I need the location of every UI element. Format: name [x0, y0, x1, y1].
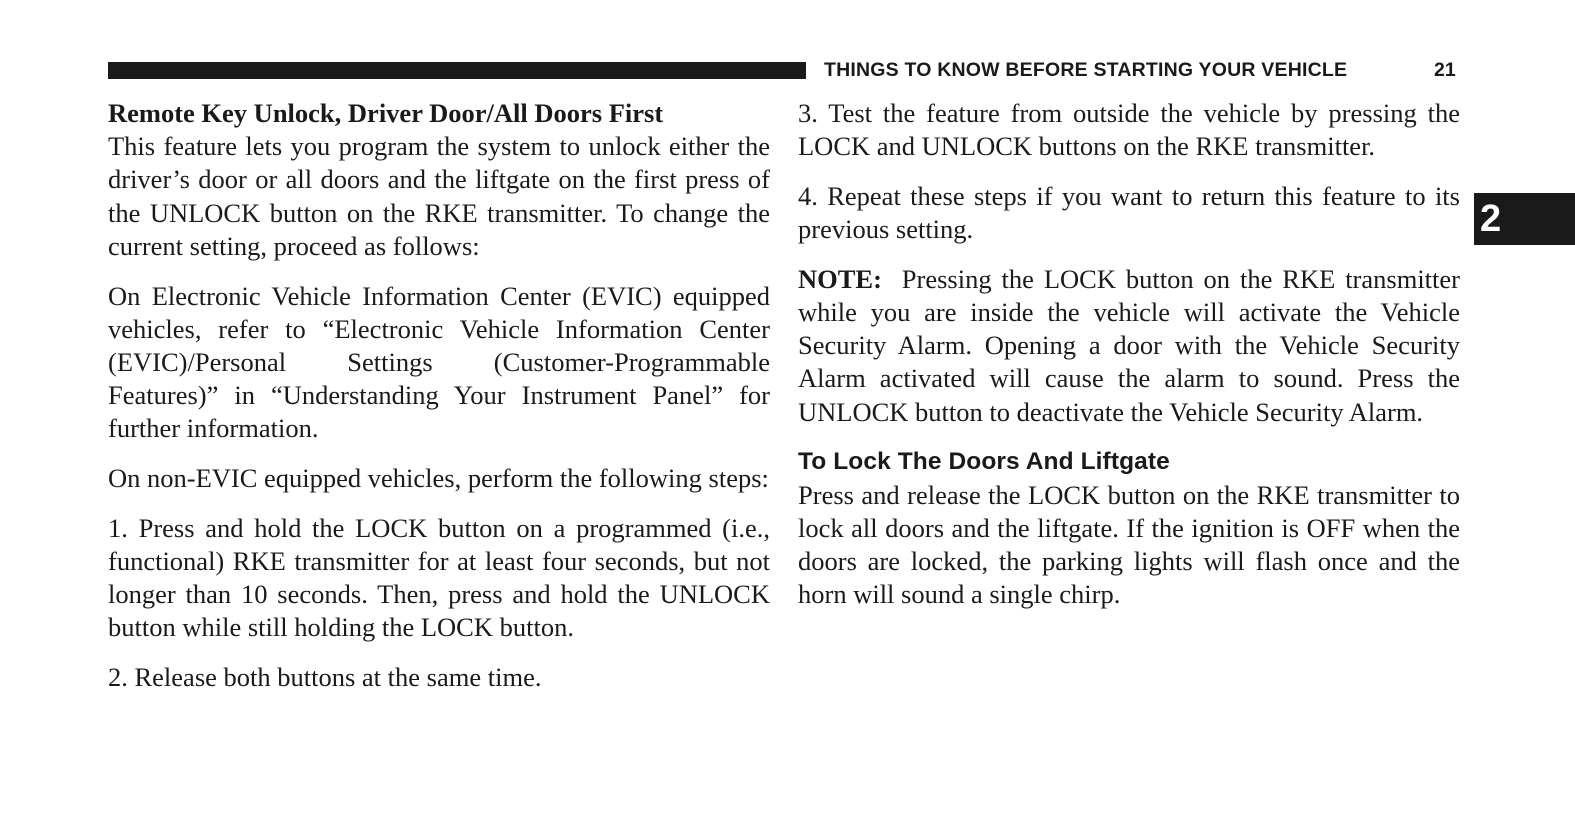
step-3: 3. Test the feature from outside the vehicle by pressing the LOCK and UNLOCK buttons on the RKE transmitter. — [798, 98, 1460, 162]
note-paragraph — [798, 263, 1460, 429]
paragraph-evic: On Electronic Vehicle Information Center (EVIC) equipped vehicles, refer to “Electronic Vehicle Information Center (EVIC)/Personal Settings (Customer-Programmable Features)” in “Understanding Your Instrument Panel” for further information. — [108, 280, 770, 444]
step-2: 2. Release both buttons at the same time. — [108, 662, 542, 693]
note-label: NOTE: — [798, 263, 882, 294]
chapter-tab: 2 — [1474, 193, 1575, 245]
paragraph-intro: This feature lets you program the system to unlock either the driver’s door or all doors and the liftgate on the first press of the UNLOCK button on the RKE transmitter. To change the current setting, proceed as follows: — [108, 131, 770, 261]
paragraph-non-evic: On non-EVIC equipped vehicles, perform the following steps: — [108, 463, 769, 494]
running-header-title: THINGS TO KNOW BEFORE STARTING YOUR VEHICLE — [824, 59, 1348, 81]
header-rule — [108, 62, 806, 79]
lock-doors-text: Press and release the LOCK button on the RKE transmitter to lock all doors and the liftgate. If the ignition is OFF when the doors are locked, the parking lights will flash once and the horn will sound a single chirp. — [798, 479, 1460, 610]
page-number: 21 — [1434, 59, 1456, 81]
section-remote-key-unlock — [108, 97, 770, 263]
section-heading: Remote Key Unlock, Driver Door/All Doors First — [108, 98, 664, 128]
lock-doors-heading: To Lock The Doors And Liftgate — [798, 448, 1170, 476]
left-column — [108, 97, 770, 694]
step-4: 4. Repeat these steps if you want to return this feature to its previous setting. — [798, 180, 1460, 245]
right-column — [798, 97, 1460, 611]
section-lock-doors — [798, 445, 1460, 611]
step-1: 1. Press and hold the LOCK button on a programmed (i.e., functional) RKE transmitter for at least four seconds, but not longer than 10 seconds. Then, press and hold the UNLOCK button while still holding the LOCK button. — [108, 512, 770, 643]
note-text: Pressing the LOCK button on the RKE transmitter while you are inside the vehicle will activate the Vehicle Security Alarm. Opening a door with the Vehicle Security Alarm activated will cause the alarm to sound. Press the UNLOCK button to deactivate the Vehicle Security Alarm. — [798, 263, 1460, 427]
